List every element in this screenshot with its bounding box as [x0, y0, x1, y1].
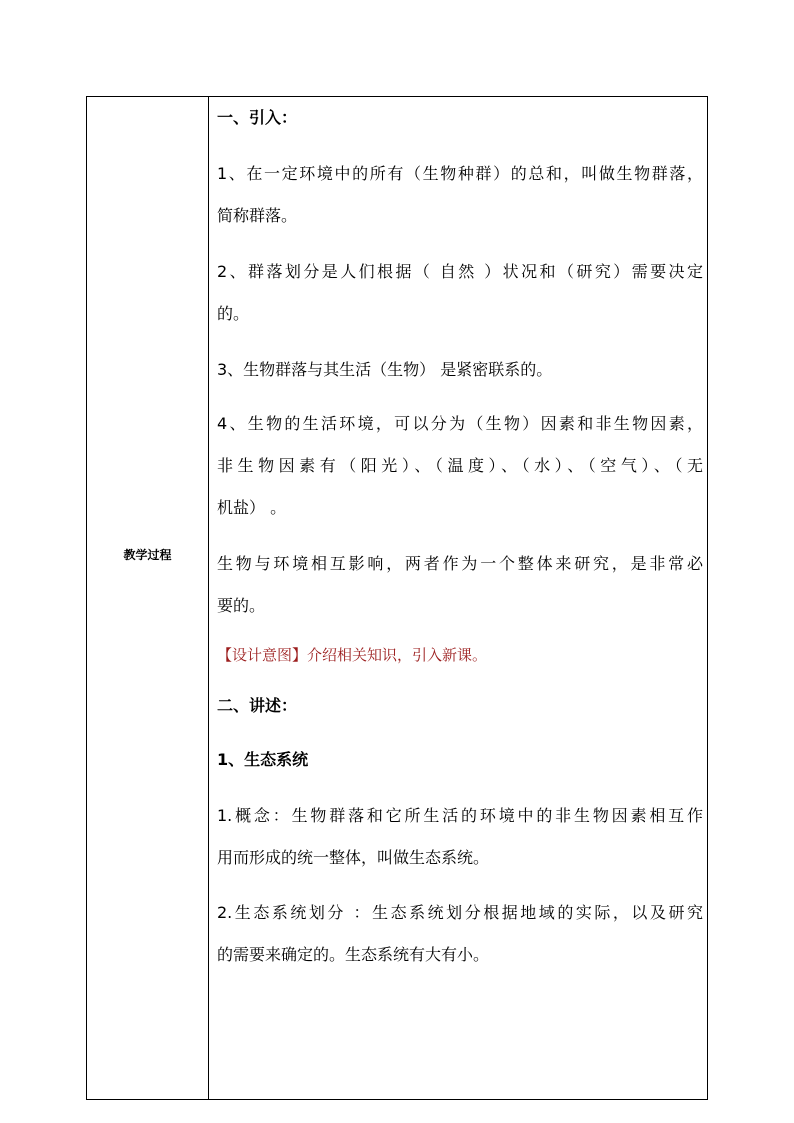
paragraph-3-line-1: 3、生物群落与其生活（生物） 是紧密联系的。: [217, 360, 553, 379]
paragraph-2-line-1: 2、群落划分是人们根据（ 自然 ）状况和（研究）需要决定: [217, 262, 703, 281]
paragraph-7-line-1: 2.生态系统划分 ：生态系统划分根据地域的实际，以及研究: [217, 903, 703, 922]
paragraph-4-line-2: 非生物因素有（阳光）、（温度）、（水）、（空气）、（无: [217, 456, 703, 475]
sub-heading-ecosystem: 1、生态系统: [217, 750, 309, 769]
left-column-cell: [87, 97, 208, 1099]
paragraph-2-line-2: 的。: [217, 304, 250, 323]
design-intent-note: 【设计意图】介绍相关知识，引入新课。: [217, 646, 488, 664]
paragraph-4-line-1: 4、生物的生活环境，可以分为（生物）因素和非生物因素，: [217, 414, 703, 433]
column-divider: [208, 97, 209, 1099]
paragraph-1-line-1: 1、在一定环境中的所有（生物种群）的总和，叫做生物群落，: [217, 164, 703, 183]
paragraph-5-line-2: 要的。: [217, 596, 266, 615]
content-cell: [217, 97, 703, 1099]
paragraph-7-line-2: 的需要来确定的。生态系统有大有小。: [217, 945, 490, 964]
paragraph-4-line-3: 机盐） 。: [217, 498, 287, 517]
row-label: 教学过程: [123, 548, 172, 562]
section-heading-lecture: 二、讲述：: [217, 696, 298, 715]
section-heading-intro: 一、引入：: [217, 108, 298, 127]
paragraph-6-line-1: 1.概念：生物群落和它所生活的环境中的非生物因素相互作: [217, 806, 703, 825]
paragraph-6-line-2: 用而形成的统一整体，叫做生态系统。: [217, 848, 490, 867]
lesson-table: [86, 96, 708, 1100]
paragraph-1-line-2: 简称群落。: [217, 206, 298, 225]
paragraph-5-line-1: 生物与环境相互影响，两者作为一个整体来研究，是非常必: [217, 554, 703, 573]
